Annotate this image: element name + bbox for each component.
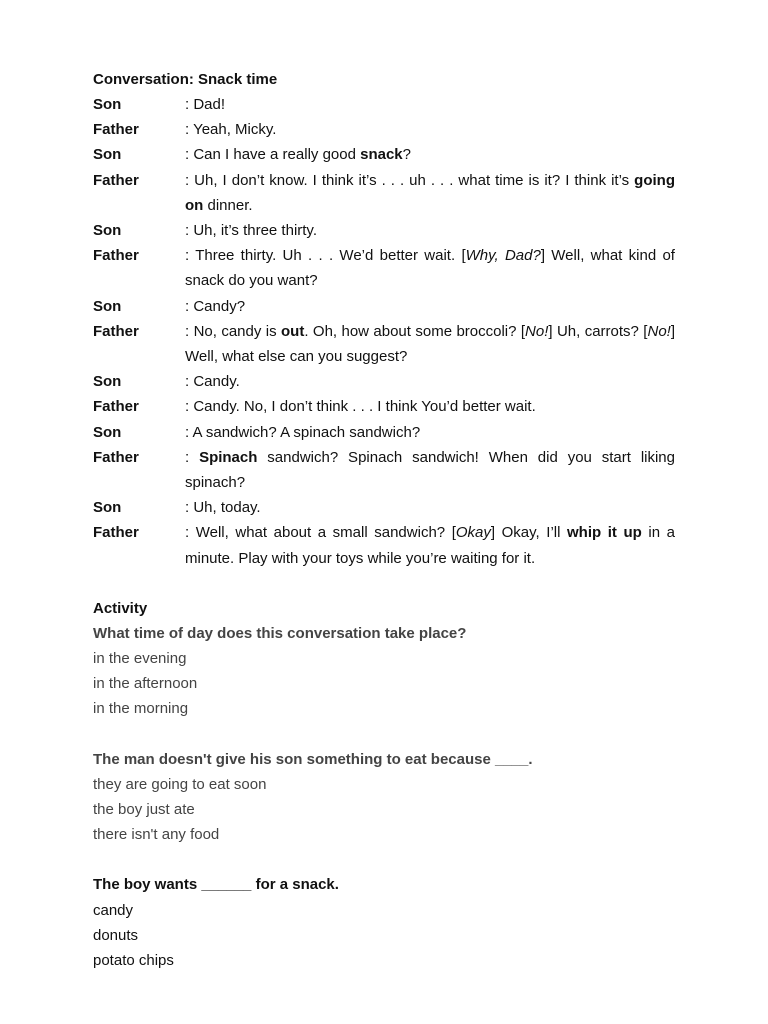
dialogue-turn (93, 420, 675, 445)
italic-phrase: Okay (455, 524, 491, 542)
line-text: : Candy. (185, 373, 240, 391)
answer-option: in the evening (93, 650, 187, 668)
dialogue-line (185, 445, 675, 495)
question-text: What time of day does this conversation take place? (93, 624, 467, 642)
dialogue-line (185, 294, 675, 319)
dialogue-line (185, 420, 675, 445)
dialogue-turn (93, 394, 675, 419)
line-text: dinner. (203, 196, 253, 214)
line-text: ? (402, 146, 411, 164)
line-text: : A sandwich? A spinach sandwich? (185, 423, 421, 441)
answer-option: donuts (93, 926, 139, 944)
speaker-name: Father (93, 322, 139, 340)
speaker-name: Father (93, 398, 139, 416)
dialogue-line (185, 142, 675, 167)
dialogue-line (185, 117, 675, 142)
speaker-name: Father (93, 247, 139, 265)
italic-phrase: No! (647, 322, 671, 340)
dialogue-turn (93, 117, 675, 142)
dialogue-line (185, 168, 675, 218)
conversation-title: Conversation: Snack time (93, 71, 278, 88)
dialogue-turn (93, 142, 675, 167)
italic-phrase: No! (525, 322, 549, 340)
line-text: sandwich? Spinach sandwich! When did you start liking spinach? (185, 448, 675, 492)
line-text: : Uh, today. (185, 499, 261, 517)
line-text: : Candy? (185, 297, 246, 315)
answer-option: there isn't any food (93, 826, 220, 844)
dialogue-line (185, 369, 675, 394)
bold-phrase: Spinach (199, 448, 258, 466)
dialogue-line (185, 495, 675, 520)
line-text: : Well, what about a small sandwich? [ (185, 524, 456, 542)
question-text: The boy wants ______ for a snack. (93, 876, 339, 894)
line-text: : Dad! (185, 96, 226, 113)
question-spacer (93, 722, 675, 747)
bold-phrase: out (281, 322, 305, 340)
dialogue-turn (93, 319, 675, 369)
italic-phrase: Why, Dad? (465, 247, 541, 265)
dialogue-line (185, 218, 675, 243)
document-page (93, 67, 675, 973)
speaker-name: Son (93, 373, 122, 391)
line-text: ] Uh, carrots? [ (548, 322, 648, 340)
answer-option: potato chips (93, 952, 174, 970)
dialogue-turn (93, 369, 675, 394)
activity-title: Activity (93, 599, 148, 617)
dialogue-turn (93, 495, 675, 520)
speaker-name: Son (93, 297, 122, 315)
activity-questions (93, 621, 675, 973)
bold-phrase: going on (185, 171, 675, 214)
dialogue-line (185, 319, 675, 369)
answer-option: in the afternoon (93, 675, 198, 693)
speaker-name: Father (93, 524, 139, 542)
line-text: in a minute. Play with your toys while you’re waiting for it. (185, 524, 675, 567)
dialogue-line (185, 520, 675, 570)
answer-option: the boy just ate (93, 801, 195, 819)
speaker-name: Son (93, 146, 122, 164)
speaker-name: Father (93, 448, 139, 466)
answer-option: candy (93, 901, 134, 919)
speaker-name: Father (93, 121, 139, 139)
speaker-name: Son (93, 499, 122, 517)
line-text: ] Well, what else can you suggest? (185, 322, 675, 366)
dialogue-turn (93, 520, 675, 570)
speaker-name: Son (93, 423, 122, 441)
dialogue-turn (93, 294, 675, 319)
conversation-transcript (93, 92, 675, 571)
line-text: : Three thirty. Uh . . . We’d better wait. [ (185, 247, 466, 265)
speaker-name: Son (93, 96, 122, 113)
line-text: : (185, 448, 200, 466)
dialogue-line (185, 394, 675, 419)
dialogue-line (185, 243, 675, 293)
question-spacer (93, 847, 675, 872)
line-text: : Yeah, Micky. (185, 121, 277, 139)
dialogue-turn (93, 92, 675, 117)
line-text: : Uh, I don’t know. I think it’s . . . uh . . . what time is it? I think it’s (185, 171, 635, 189)
line-text: : No, candy is (185, 322, 281, 340)
line-text: : Can I have a really good (185, 146, 361, 164)
bold-phrase: whip it up (567, 524, 642, 542)
dialogue-line (185, 92, 675, 117)
bold-phrase: snack (360, 146, 403, 164)
dialogue-turn (93, 445, 675, 495)
line-text: ] Okay, I’ll (490, 524, 568, 542)
answer-option: they are going to eat soon (93, 775, 267, 793)
dialogue-turn (93, 218, 675, 243)
speaker-name: Son (93, 222, 122, 240)
line-text: : Uh, it’s three thirty. (185, 222, 317, 240)
line-text: : Candy. No, I don’t think . . . I think You’d better wait. (185, 398, 536, 416)
dialogue-turn (93, 168, 675, 218)
line-text: ] Well, what kind of snack do you want? (185, 247, 675, 290)
answer-option: in the morning (93, 700, 189, 718)
speaker-name: Father (93, 171, 139, 189)
dialogue-turn (93, 243, 675, 293)
question-text: The man doesn't give his son something to eat because ____. (93, 750, 533, 768)
line-text: . Oh, how about some broccoli? [ (304, 322, 526, 340)
